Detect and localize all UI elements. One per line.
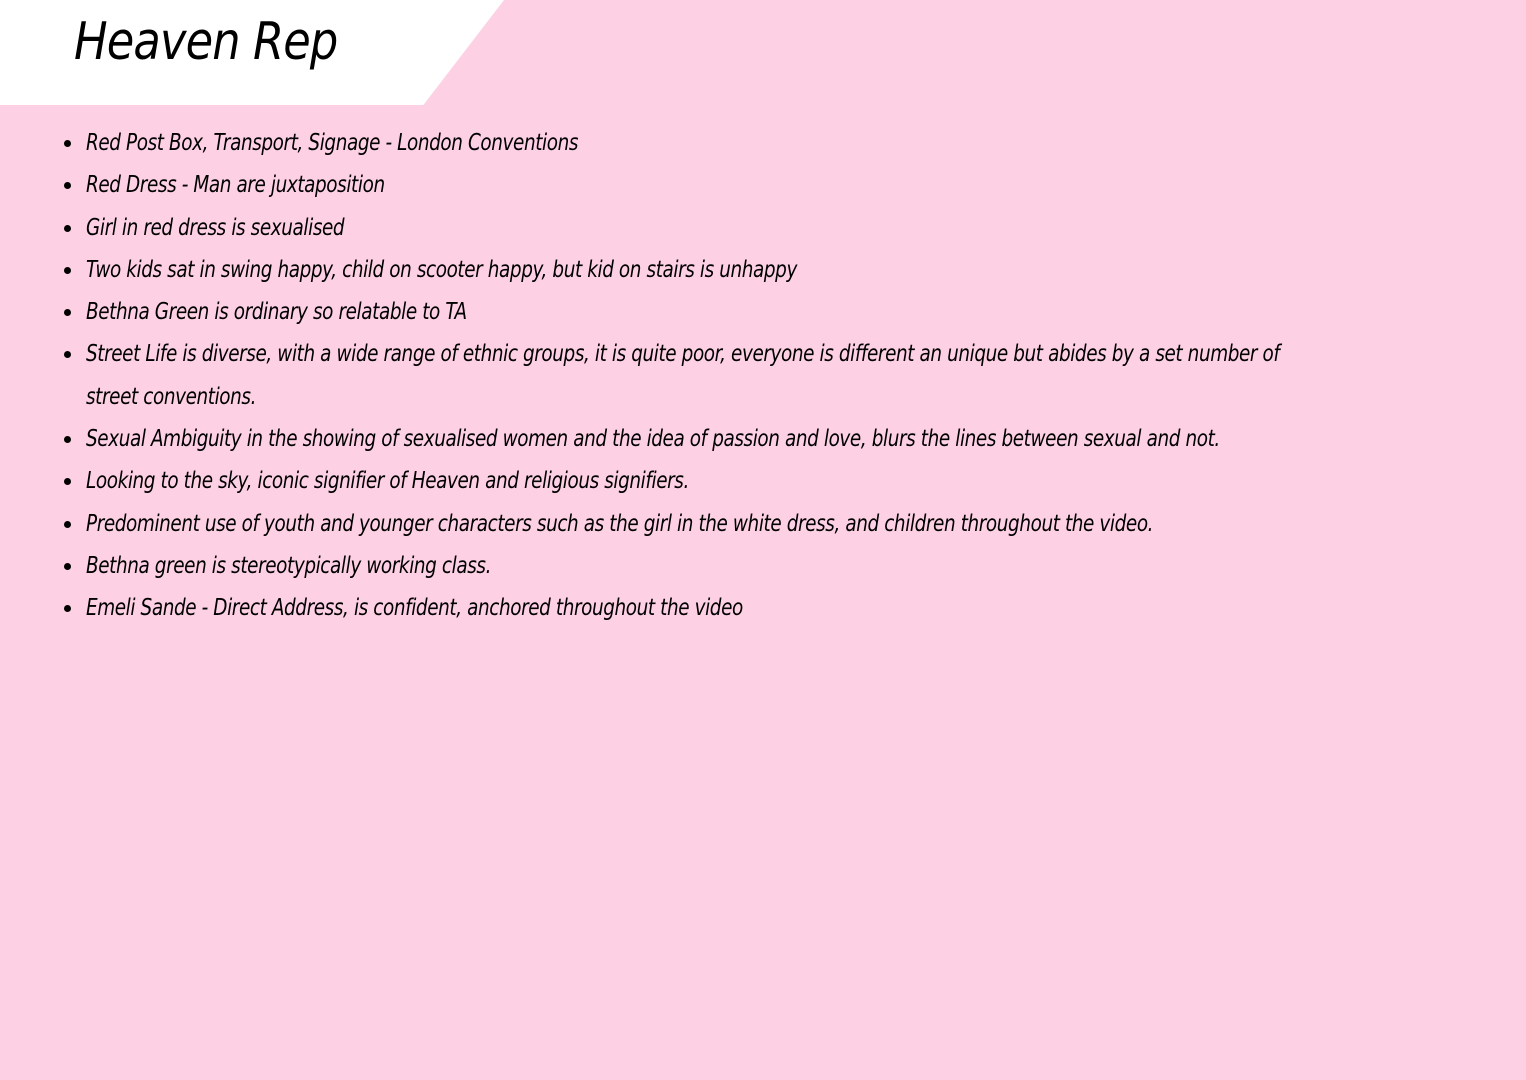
bullet-text: Girl in red dress is sexualised bbox=[86, 214, 345, 241]
bullet-dot-icon bbox=[64, 521, 71, 528]
list-item bbox=[62, 122, 1462, 164]
bullet-text: Bethna green is stereotypically working class. bbox=[86, 552, 492, 579]
list-item bbox=[62, 207, 1462, 249]
bullet-text: Street Life is diverse, with a wide range of ethnic groups, it is quite poor, everyone is different an unique but abides by a set number of street conventions. bbox=[86, 341, 1280, 410]
list-item bbox=[62, 545, 1462, 587]
bullet-text: Predominent use of youth and younger characters such as the girl in the white dress, and children throughout the video. bbox=[86, 510, 1154, 537]
bullet-dot-icon bbox=[64, 267, 71, 274]
bullet-dot-icon bbox=[64, 140, 71, 147]
bullet-dot-icon bbox=[64, 309, 71, 316]
bullet-dot-icon bbox=[64, 182, 71, 189]
bullet-text: Red Post Box, Transport, Signage - London Conventions bbox=[86, 130, 579, 156]
list-item bbox=[62, 460, 1462, 502]
list-item bbox=[62, 333, 1462, 418]
bullet-dot-icon bbox=[64, 225, 71, 232]
bullet-list bbox=[62, 122, 1462, 630]
bullet-text: Emeli Sande - Direct Address, is confident, anchored throughout the video bbox=[86, 595, 743, 622]
bullet-text: Red Dress - Man are juxtaposition bbox=[86, 172, 385, 199]
bullet-dot-icon bbox=[64, 563, 71, 570]
list-item bbox=[62, 291, 1462, 333]
page-title: Heaven Rep bbox=[74, 12, 338, 72]
list-item bbox=[62, 249, 1462, 291]
list-item bbox=[62, 418, 1462, 460]
bullet-text: Two kids sat in swing happy, child on scooter happy, but kid on stairs is unhappy bbox=[86, 256, 797, 283]
list-item bbox=[62, 164, 1462, 206]
list-item bbox=[62, 587, 1462, 629]
bullet-text: Sexual Ambiguity in the showing of sexualised women and the idea of passion and love, blurs the lines between sexual and not. bbox=[86, 426, 1220, 453]
bullet-text: Looking to the sky, iconic signifier of Heaven and religious signifiers. bbox=[86, 468, 689, 495]
bullet-dot-icon bbox=[64, 436, 71, 443]
list-item bbox=[62, 503, 1462, 545]
bullet-text: Bethna Green is ordinary so relatable to TA bbox=[86, 299, 467, 326]
bullet-dot-icon bbox=[64, 478, 71, 485]
bullet-dot-icon bbox=[64, 351, 71, 358]
bullet-dot-icon bbox=[64, 605, 71, 612]
